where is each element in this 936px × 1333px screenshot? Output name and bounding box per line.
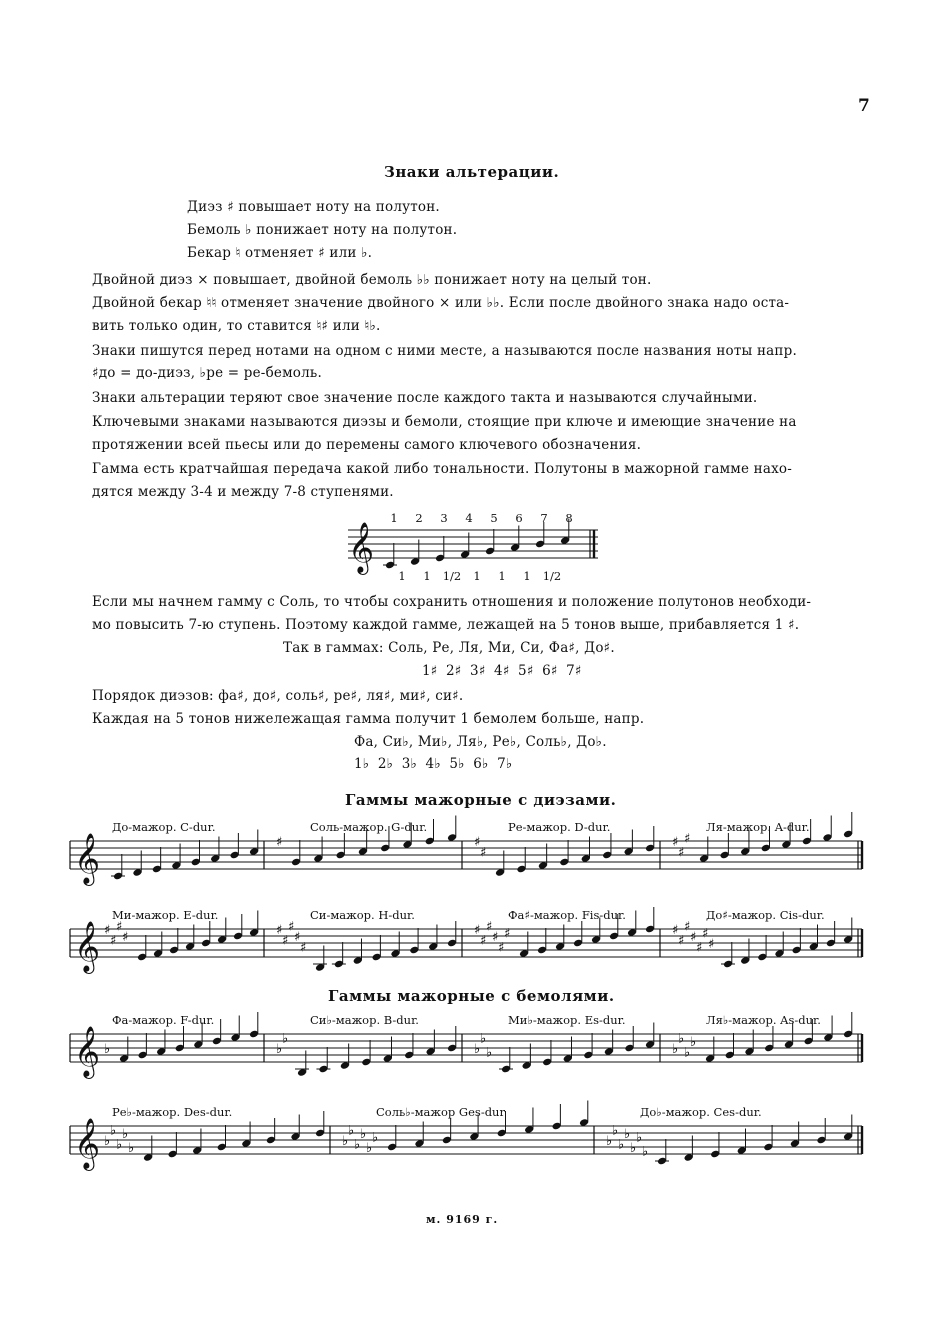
scale-label: Ре-мажор. D-dur. (508, 820, 611, 834)
key-flat: ♭ (642, 1144, 649, 1160)
text-line-sharp: Диэз ♯ повышает ноту на полутон. (187, 199, 440, 215)
scale-label: Ля♭-мажор. As-dur. (706, 1013, 821, 1027)
treble-clef: 𝄞 (74, 833, 101, 884)
scale-label: Ми-мажор. E-dur. (112, 908, 219, 922)
section-title-alteration: Знаки альтерации. (384, 163, 560, 181)
key-flat: ♭ (128, 1141, 135, 1156)
key-sharp: ♯ (678, 933, 685, 949)
text-line-sharp-keys: Так в гаммах: Соль, Ре, Ля, Ми, Си, Фа♯, До♯. (283, 640, 615, 656)
scale-interval-label: 1 (398, 569, 406, 583)
text-line-natural: Бекар ♮ отменяет ♯ или ♭. (187, 245, 373, 261)
key-flat: ♭ (122, 1127, 129, 1142)
key-flat: ♭ (678, 1031, 685, 1047)
key-sharp: ♯ (474, 923, 481, 938)
scale-degree-number: 8 (565, 511, 573, 525)
scale-label: Ре♭-мажор. Des-dur. (112, 1105, 233, 1119)
scale-degree-number: 4 (465, 511, 473, 525)
text-line-key-signature: Ключевыми знаками называются диэзы и бемоли, стоящие при ключе и имеющие значение на (92, 414, 797, 430)
key-sharp: ♯ (708, 937, 715, 952)
scale-degree-number: 5 (490, 511, 498, 525)
key-sharp: ♯ (122, 930, 129, 945)
scale-label: Си-мажор. H-dur. (310, 908, 415, 922)
key-flat: ♭ (486, 1045, 493, 1061)
key-sharp: ♯ (492, 930, 499, 945)
key-sharp: ♯ (678, 845, 685, 861)
key-flat: ♭ (480, 1031, 487, 1047)
key-flat: ♭ (276, 1042, 283, 1057)
treble-clef: 𝄞 (74, 1118, 101, 1169)
key-flat: ♭ (636, 1130, 643, 1146)
key-sharp: ♯ (696, 940, 703, 956)
scale-interval-label: 1 (423, 569, 431, 583)
scale-interval-label: 1 (473, 569, 481, 583)
key-flat: ♭ (282, 1031, 289, 1047)
scale-degree-number: 7 (540, 511, 548, 525)
key-flat: ♭ (360, 1127, 367, 1142)
key-flat: ♭ (366, 1141, 373, 1156)
key-sharp: ♯ (702, 926, 709, 942)
text-line-double-sharp: Двойной диэз × повышает, двойной бемоль ♭♭ понижает ноту на целый тон. (92, 272, 652, 288)
text-line-scale-definition: Гамма есть кратчайшая передача какой либо тональности. Полутоны в мажорной гамме нахо- (92, 461, 793, 477)
text-line-flat-rule: Каждая на 5 тонов нижележащая гамма получит 1 бемолем больше, напр. (92, 711, 645, 727)
scale-label: Ля-мажор. A-dur. (706, 820, 810, 834)
key-sharp: ♯ (104, 923, 111, 938)
key-sharp: ♯ (684, 831, 691, 847)
key-sharp: ♯ (300, 940, 307, 956)
text-line-double-natural-cont: вить только один, то ставится ♮♯ или ♮♭. (92, 318, 381, 334)
key-sharp: ♯ (474, 835, 481, 850)
key-sharp: ♯ (684, 919, 691, 935)
text-line-key-signature-cont: протяжении всей пьесы или до перемены самого ключевого обозначения. (92, 437, 642, 453)
key-sharp: ♯ (690, 930, 697, 945)
scale-label: Фа-мажор. F-dur. (112, 1013, 215, 1027)
scale-example-staff (340, 512, 600, 587)
scale-label: До-мажор. C-dur. (112, 820, 216, 834)
treble-clef: 𝄞 (74, 1026, 101, 1077)
scale-degree-number: 3 (440, 511, 448, 525)
key-flat: ♭ (684, 1045, 691, 1061)
key-flat: ♭ (630, 1141, 637, 1156)
scale-interval-label: 1/2 (442, 569, 462, 583)
text-line-flat-counts: 1♭ 2♭ 3♭ 4♭ 5♭ 6♭ 7♭ (354, 756, 513, 772)
text-line-accidental-placement: Знаки пишутся перед нотами на одном с ними месте, а называются после названия ноты напр. (92, 343, 797, 359)
key-sharp: ♯ (480, 933, 487, 949)
key-flat: ♭ (342, 1134, 349, 1149)
key-sharp: ♯ (116, 919, 123, 935)
text-line-sharp-counts: 1♯ 2♯ 3♯ 4♯ 5♯ 6♯ 7♯ (422, 663, 582, 679)
key-flat: ♭ (116, 1137, 123, 1153)
key-sharp: ♯ (504, 926, 511, 942)
key-sharp: ♯ (486, 919, 493, 935)
key-flat: ♭ (372, 1130, 379, 1146)
flat-scales-staff-row-2 (70, 1100, 866, 1180)
section-title-flat-scales: Гаммы мажорные с бемолями. (328, 987, 615, 1005)
text-line-double-natural: Двойной бекар ♮♮ отменяет значение двойного × или ♭♭. Если после двойного знака надо оста- (92, 295, 790, 311)
treble-clef: 𝄞 (74, 921, 101, 972)
scale-label: Си♭-мажор. B-dur. (310, 1013, 419, 1027)
scale-interval-label: 1 (498, 569, 506, 583)
scale-degree-number: 6 (515, 511, 523, 525)
key-flat: ♭ (606, 1134, 613, 1149)
key-flat: ♭ (690, 1035, 697, 1050)
scale-label: Соль-мажор. G-dur. (310, 820, 428, 834)
key-flat: ♭ (612, 1123, 619, 1139)
text-line-accidental-example: ♯до = до-диэз, ♭ре = ре-бемоль. (92, 365, 322, 381)
sharp-scales-staff-row-1 (70, 815, 866, 895)
text-line-g-major-cont: мо повысить 7-ю ступень. Поэтому каждой гамме, лежащей на 5 тонов выше, прибавляется 1 ♯. (92, 617, 800, 633)
key-sharp: ♯ (480, 845, 487, 861)
treble-clef: 𝄞 (348, 522, 375, 573)
scale-label: Фа♯-мажор. Fis-dur. (508, 908, 626, 922)
page-number: 7 (858, 96, 870, 116)
text-line-accidentals-lose: Знаки альтерации теряют свое значение после каждого такта и называются случайными. (92, 390, 758, 406)
key-sharp: ♯ (276, 835, 283, 850)
key-flat: ♭ (348, 1123, 355, 1139)
key-flat: ♭ (474, 1042, 481, 1057)
section-title-sharp-scales: Гаммы мажорные с диэзами. (345, 791, 617, 809)
key-sharp: ♯ (282, 933, 289, 949)
scale-label: До♯-мажор. Cis-dur. (706, 908, 825, 922)
key-flat: ♭ (354, 1137, 361, 1153)
scale-label: Ми♭-мажор. Es-dur. (508, 1013, 626, 1027)
text-line-sharp-order: Порядок диэзов: фа♯, до♯, соль♯, ре♯, ля♯, ми♯, си♯. (92, 688, 464, 704)
text-line-flat-keys: Фа, Си♭, Ми♭, Ля♭, Ре♭, Соль♭, До♭. (354, 734, 607, 750)
scale-interval-label: 1/2 (542, 569, 562, 583)
footer-publisher-number: м. 9169 г. (426, 1213, 499, 1226)
text-line-g-major: Если мы начнем гамму с Соль, то чтобы сохранить отношения и положение полутонов необходи- (92, 594, 812, 610)
scale-interval-label: 1 (523, 569, 531, 583)
key-sharp: ♯ (498, 940, 505, 956)
text-line-scale-definition-cont: дятся между 3-4 и между 7-8 ступенями. (92, 484, 394, 500)
key-sharp: ♯ (276, 923, 283, 938)
key-flat: ♭ (618, 1137, 625, 1153)
key-sharp: ♯ (294, 930, 301, 945)
key-sharp: ♯ (672, 835, 679, 850)
scale-label: Соль♭-мажор Ges-dur (376, 1105, 505, 1119)
key-flat: ♭ (104, 1134, 111, 1149)
scale-label: До♭-мажор. Ces-dur. (640, 1105, 762, 1119)
key-sharp: ♯ (110, 933, 117, 949)
key-sharp: ♯ (672, 923, 679, 938)
key-flat: ♭ (104, 1042, 111, 1057)
sharp-scales-staff-row-2 (70, 903, 866, 983)
flat-scales-staff-row-1 (70, 1008, 866, 1088)
scale-degree-number: 1 (390, 511, 398, 525)
text-line-flat: Бемоль ♭ понижает ноту на полутон. (187, 222, 458, 238)
key-flat: ♭ (110, 1123, 117, 1139)
key-flat: ♭ (672, 1042, 679, 1057)
scale-degree-number: 2 (415, 511, 423, 525)
key-sharp: ♯ (288, 919, 295, 935)
key-flat: ♭ (624, 1127, 631, 1142)
